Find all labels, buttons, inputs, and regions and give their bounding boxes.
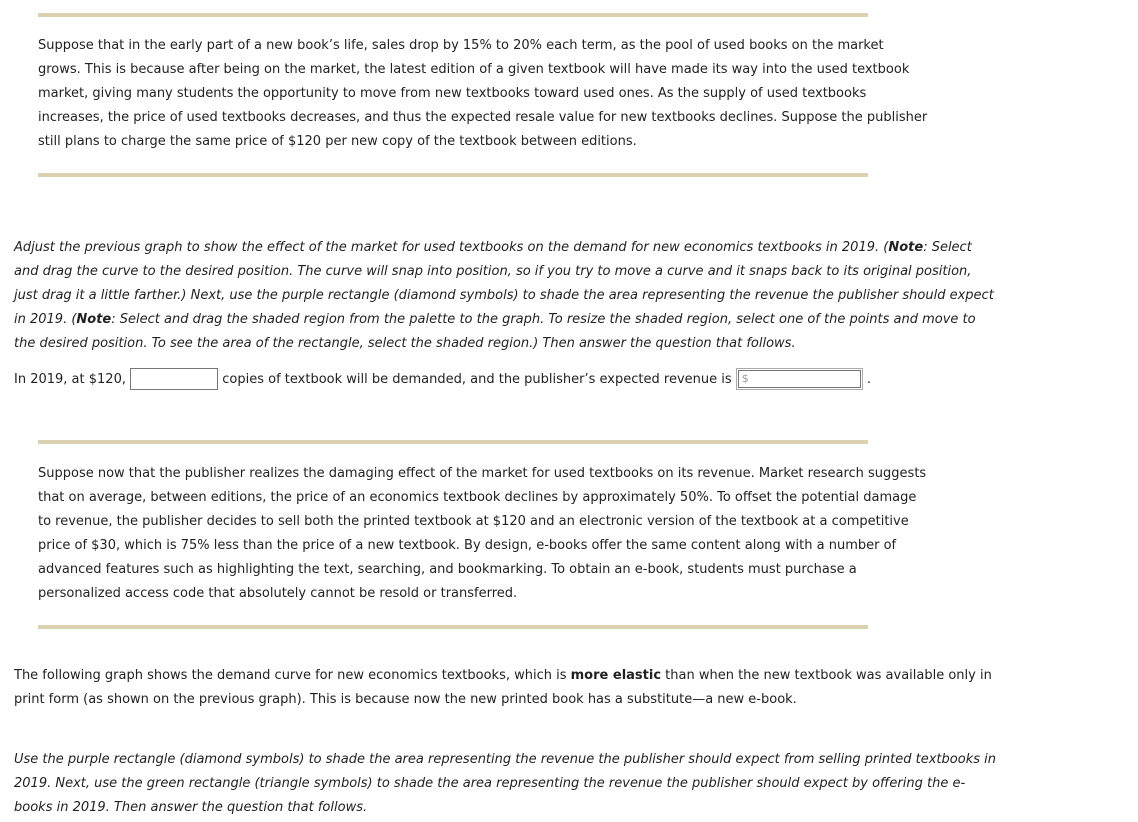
- question-suffix: .: [866, 372, 872, 387]
- revenue-field: [738, 370, 861, 388]
- note-label: Note: [888, 240, 924, 255]
- divider-top: [38, 13, 868, 17]
- text-fragment: The following graph shows the demand curve for new economics textbooks, which is: [14, 668, 571, 683]
- text-fragment: than when the new textbook was available only in: [661, 668, 992, 683]
- expected-revenue-input[interactable]: [749, 371, 860, 387]
- text-fragment: in 2019. (: [14, 312, 77, 327]
- text-line: [14, 664, 992, 688]
- text-line: the desired position. To see the area of the rectangle, select the shaded region.) Then answer the question that follows.: [14, 336, 796, 351]
- text-line: and drag the curve to the desired position. The curve will snap into position, so if you try to move a curve and it snaps back to its original position,: [14, 264, 972, 279]
- text-line: Suppose now that the publisher realizes the damaging effect of the market for used textbooks on its revenue. Market research suggests: [38, 466, 927, 481]
- divider-after-intro: [38, 173, 868, 177]
- text-fragment: Adjust the previous graph to show the effect of the market for used textbooks on the demand for new economics textbooks in 2019. (: [14, 240, 889, 255]
- text-line: still plans to charge the same price of $120 per new copy of the textbook between editions.: [38, 134, 637, 149]
- question-prefix: In 2019, at $120,: [14, 372, 126, 387]
- text-line: [14, 236, 994, 260]
- text-line: books in 2019. Then answer the question that follows.: [14, 800, 368, 815]
- text-line: 2019. Next, use the green rectangle (triangle symbols) to shade the area representing the revenue the publisher should expect by offering the e-: [14, 776, 966, 791]
- text-line: increases, the price of used textbooks decreases, and thus the expected resale value for new textbooks declines. Suppose the publisher: [38, 110, 928, 125]
- note-label: Note: [76, 312, 112, 327]
- text-line: advanced features such as highlighting the text, searching, and bookmarking. To obtain an e-book, students must purchase a: [38, 562, 857, 577]
- text-line: that on average, between editions, the price of an economics textbook declines by approximately 50%. To offset the potential damage: [38, 490, 917, 505]
- text-fragment: : Select: [923, 240, 972, 255]
- text-line: print form (as shown on the previous graph). This is because now the new printed book has a substitute—a new e-book.: [14, 692, 797, 707]
- currency-symbol: $: [741, 371, 749, 385]
- instructions-adjust-graph: [14, 236, 994, 356]
- text-line: [14, 308, 994, 332]
- intro-paragraph-ebook: [38, 462, 926, 606]
- text-line: to revenue, the publisher decides to sell both the printed textbook at $120 and an electronic version of the textbook at a competitive: [38, 514, 909, 529]
- divider-after-ebook: [38, 625, 868, 629]
- graph-description: [14, 664, 992, 712]
- intro-paragraph-used-books: [38, 34, 927, 154]
- text-line: Use the purple rectangle (diamond symbols) to shade the area representing the revenue the publisher should expect from selling printed textbooks in: [14, 752, 996, 767]
- text-line: Suppose that in the early part of a new book’s life, sales drop by 15% to 20% each term, as the pool of used books on the market: [38, 38, 884, 53]
- revenue-field-wrapper: [736, 368, 863, 390]
- divider-before-ebook: [38, 440, 868, 444]
- text-line: just drag it a little farther.) Next, use the purple rectangle (diamond symbols) to shade the area representing the revenue the publisher should expect: [14, 288, 994, 303]
- instructions-shade-revenue: [14, 748, 996, 820]
- emphasis-more-elastic: more elastic: [570, 668, 662, 683]
- text-line: grows. This is because after being on the market, the latest edition of a given textbook will have made its way into the used textbook: [38, 62, 910, 77]
- text-fragment: : Select and drag the shaded region from the palette to the graph. To resize the shaded region, select one of the points and move to: [111, 312, 976, 327]
- text-line: personalized access code that absolutely cannot be resold or transferred.: [38, 586, 518, 601]
- text-line: market, giving many students the opportunity to move from new textbooks toward used ones. As the supply of used textbooks: [38, 86, 867, 101]
- copies-demanded-input[interactable]: [130, 368, 218, 390]
- question-middle: copies of textbook will be demanded, and the publisher’s expected revenue is: [222, 372, 732, 387]
- question-copies-revenue: [14, 368, 871, 392]
- text-line: price of $30, which is 75% less than the price of a new textbook. By design, e-books offer the same content along with a number of: [38, 538, 897, 553]
